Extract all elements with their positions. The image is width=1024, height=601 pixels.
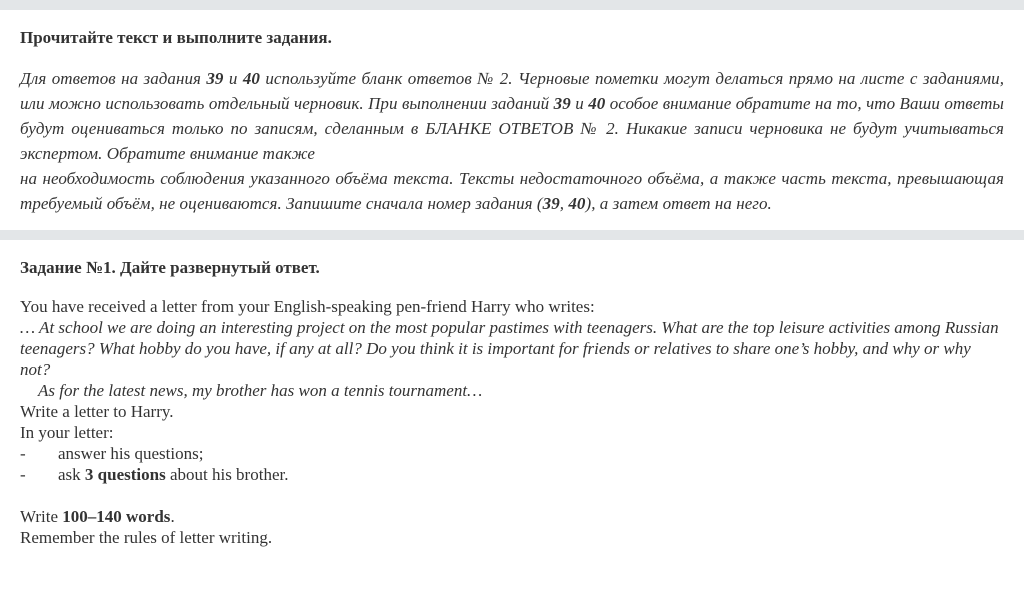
- list-item: [20, 464, 1004, 485]
- instructions-heading: Прочитайте текст и выполните задания.: [20, 28, 332, 47]
- task-number: 39: [553, 94, 571, 113]
- letter-quote-news: As for the latest news, my brother has won a tennis tournament…: [38, 381, 483, 400]
- task-number: 39: [206, 69, 224, 88]
- instructions-part: и: [223, 69, 243, 88]
- instructions-part: и: [570, 94, 589, 113]
- top-divider: [0, 0, 1024, 10]
- instructions-part: Для ответов на задания: [20, 69, 207, 88]
- word-count-instruction: [20, 506, 1004, 527]
- letter-quote: … At school we are doing an interesting project on the most popular pastimes with teenagers. What are the top leisure activities among Russian teenagers? What hobby do you have, if any at all? Do you think it is important for friends or relatives to share one’s hobby, and why or why not?: [20, 318, 999, 379]
- task-number: 39: [542, 194, 560, 213]
- word-count-part: .: [170, 507, 175, 526]
- middle-divider: [0, 230, 1024, 240]
- bullet-dash: -: [20, 444, 26, 463]
- spacer: [20, 485, 1004, 506]
- instructions-part: ,: [559, 194, 569, 213]
- instructions-part: ), а затем ответ на него.: [585, 194, 772, 213]
- in-your-letter: In your letter:: [20, 423, 114, 442]
- task-heading: Задание №1. Дайте развернутый ответ.: [20, 258, 320, 277]
- list-item-part: about his brother.: [165, 465, 289, 484]
- word-count-part: Write: [20, 507, 63, 526]
- task-text: [20, 296, 1004, 548]
- list-item-part: ask: [58, 465, 85, 484]
- list-item-text: answer his questions;: [58, 444, 204, 463]
- task-section: [0, 240, 1024, 548]
- instructions-part: на необходимость соблюдения указанного объёма текста. Тексты недостаточного объёма, а также часть текста, превышающая требуемый объём, не оцениваются. Запишите сначала номер задания (: [20, 169, 1004, 213]
- remember-instruction: Remember the rules of letter writing.: [20, 528, 273, 547]
- task-number: 40: [568, 194, 586, 213]
- list-item-emphasis: 3 questions: [84, 465, 166, 484]
- list-item-text: [58, 464, 288, 485]
- task-intro: You have received a letter from your English-speaking pen-friend Harry who writes:: [20, 297, 595, 316]
- write-instruction: Write a letter to Harry.: [20, 402, 174, 421]
- instructions-part: используйте бланк ответов № 2. Черновые пометки могут делаться прямо на листе с заданиями, или можно использовать отдельный черновик. При выполнении заданий: [20, 69, 1004, 113]
- list-item: [20, 443, 1004, 464]
- word-count-emphasis: 100–140 words: [62, 507, 171, 526]
- task-number: 40: [588, 94, 606, 113]
- bullet-dash: -: [20, 465, 26, 484]
- instructions-part: особое внимание обратите на то, что Ваши ответы будут оцениваться только по записям, сделанным в БЛАНКЕ ОТВЕТОВ № 2. Никакие записи черновика не будут учитываться экспертом. Обратите внимание также: [20, 94, 1004, 163]
- task-number: 40: [242, 69, 260, 88]
- instructions-section: [0, 10, 1024, 230]
- instructions-text: [20, 66, 1004, 216]
